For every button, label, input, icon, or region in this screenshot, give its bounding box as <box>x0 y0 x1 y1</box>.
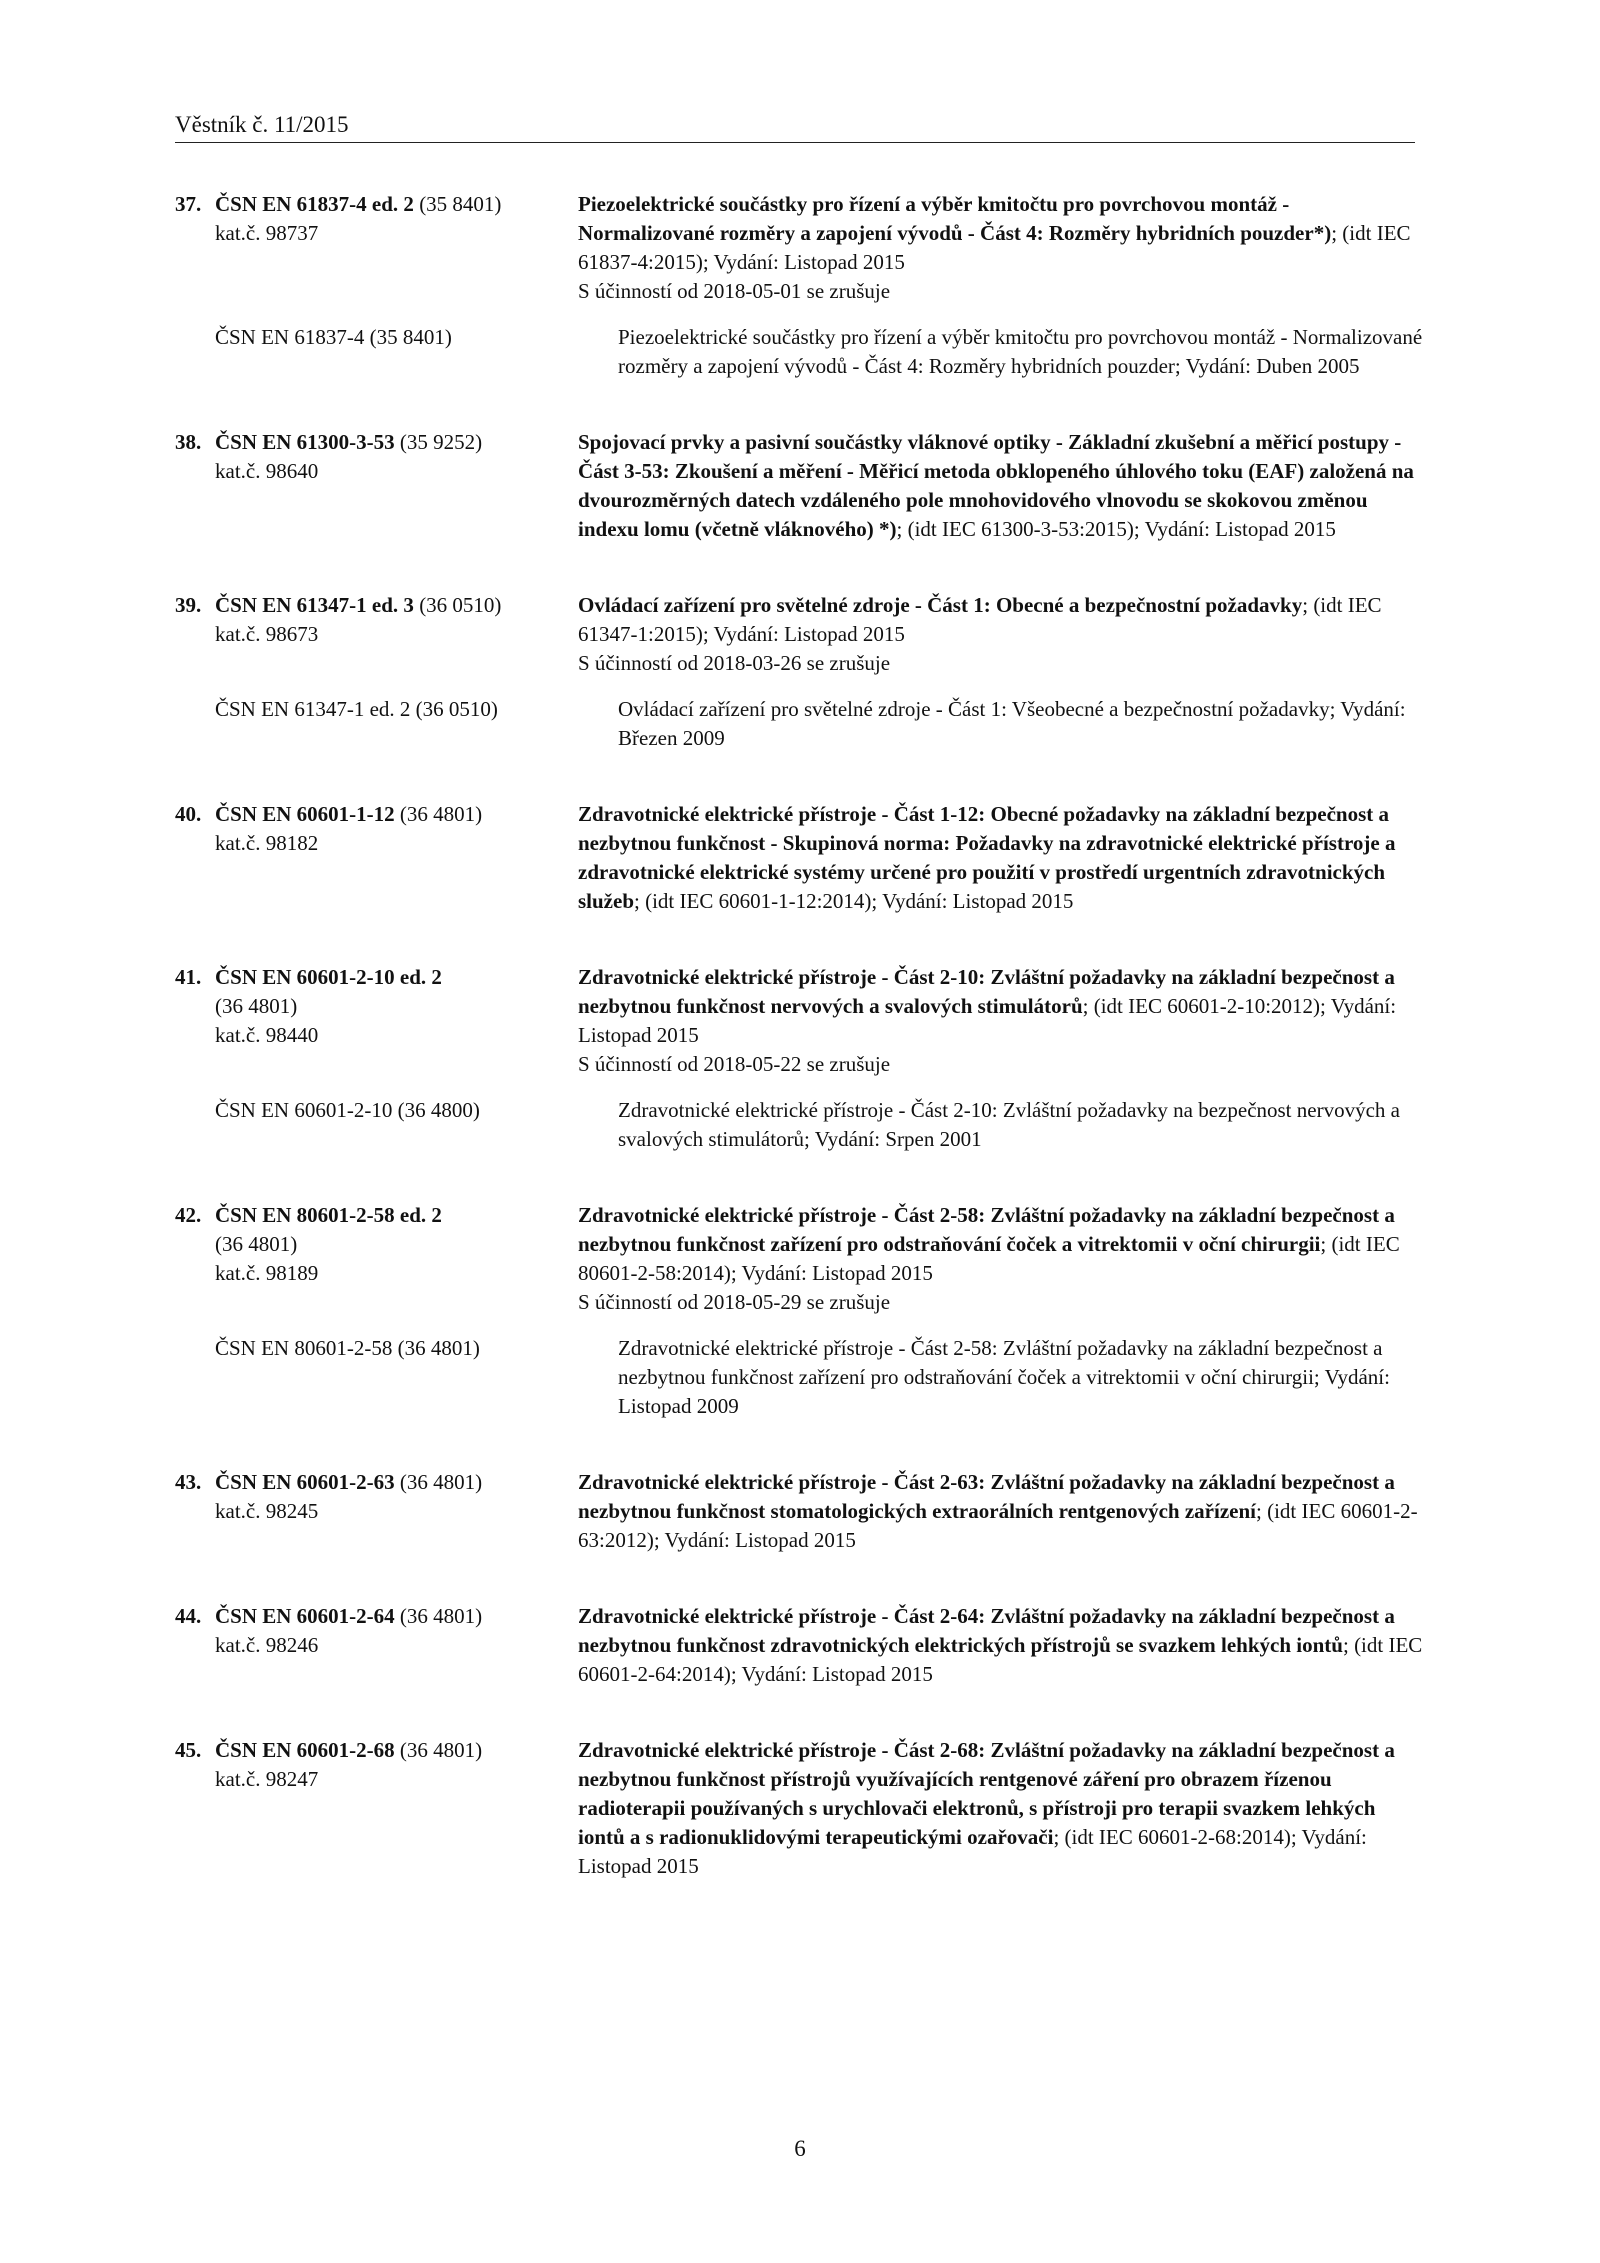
standard-title <box>578 190 1425 277</box>
catalog-number: kat.č. 98440 <box>215 1023 319 1047</box>
replaced-standard-code: ČSN EN 61347-1 ed. 2 (36 0510) <box>215 697 498 721</box>
standard-row <box>175 190 1425 306</box>
replaced-standard-row <box>175 1096 1425 1154</box>
standard-row <box>175 1201 1425 1317</box>
standard-entry <box>175 1201 1425 1421</box>
standard-code: ČSN EN 60601-2-63 <box>215 1470 395 1494</box>
standard-description <box>578 963 1425 1079</box>
title-bold: Piezoelektrické součástky pro řízení a výběr kmitočtu pro povrchovou montáž - Normalizované rozměry a zapojení vývodů - Část 4: Rozměry hybridních pouzder*) <box>578 192 1332 245</box>
entry-number: 42. <box>175 1203 202 1227</box>
title-bold: Zdravotnické elektrické přístroje - Část 2-58: Zvláštní požadavky na základní bezpečnost a nezbytnou funkčnost zařízení pro odstraňování čoček a vitrektomii v oční chirurgii <box>578 1203 1395 1256</box>
validity-note: S účinností od 2018-05-01 se zrušuje <box>578 279 891 303</box>
standard-code: ČSN EN 61837-4 ed. 2 <box>215 192 414 216</box>
validity-note: S účinností od 2018-03-26 se zrušuje <box>578 651 891 675</box>
standard-code-line <box>175 1602 578 1631</box>
replaced-standard-row <box>175 695 1425 753</box>
replaced-standard-title: Zdravotnické elektrické přístroje - Část 2-10: Zvláštní požadavky na bezpečnost nervových a svalových stimulátorů; Vydání: Srpen 2001 <box>618 1098 1400 1151</box>
standard-row <box>175 591 1425 678</box>
replaced-standard-row <box>175 1334 1425 1421</box>
title-details: ; (idt IEC 61837-4:2015); Vydání: Listopad 2015 <box>578 221 1411 274</box>
standard-entry <box>175 428 1425 544</box>
ics-code: (36 4801) <box>394 1470 483 1494</box>
standard-row <box>175 1468 1425 1555</box>
catalog-number: kat.č. 98247 <box>215 1767 319 1791</box>
standard-title <box>578 591 1425 649</box>
title-details: ; (idt IEC 60601-2-10:2012); Vydání: Listopad 2015 <box>578 994 1397 1047</box>
entry-number: 44. <box>175 1604 202 1628</box>
standard-title <box>578 1201 1425 1288</box>
standard-identifier <box>175 1602 578 1689</box>
replaced-standard-title: Piezoelektrické součástky pro řízení a výběr kmitočtu pro povrchovou montáž - Normalizované rozměry a zapojení vývodů - Část 4: Rozměry hybridních pouzder; Vydání: Duben 2005 <box>618 325 1423 378</box>
entry-number: 43. <box>175 1470 202 1494</box>
ics-code: (36 4801) <box>394 1604 483 1628</box>
standard-row <box>175 963 1425 1079</box>
standard-title <box>578 1602 1425 1689</box>
title-details: ; (idt IEC 80601-2-58:2014); Vydání: Listopad 2015 <box>578 1232 1400 1285</box>
ics-code: (36 4801) <box>215 1232 298 1256</box>
standard-code-line <box>175 1201 578 1230</box>
standard-code: ČSN EN 60601-1-12 <box>215 802 395 826</box>
title-details: ; (idt IEC 61347-1:2015); Vydání: Listopad 2015 <box>578 593 1382 646</box>
title-bold: Spojovací prvky a pasivní součástky vláknové optiky - Základní zkušební a měřicí postupy - Část 3-53: Zkoušení a měření - Měřicí metoda obklopeného úhlového toku (EAF) založená na dvourozměrných datech vzdáleného pole mnohovidového vlnovodu se skokovou změnou indexu lomu (včetně vláknového) *) <box>578 430 1414 541</box>
standard-title <box>578 1736 1425 1881</box>
title-details: ; (idt IEC 61300-3-53:2015); Vydání: Listopad 2015 <box>896 517 1336 541</box>
standard-title <box>578 800 1425 916</box>
standard-description <box>578 1201 1425 1317</box>
standard-description <box>578 428 1425 544</box>
title-bold: Zdravotnické elektrické přístroje - Část 2-68: Zvláštní požadavky na základní bezpečnost a nezbytnou funkčnost přístrojů využívajících rentgenové záření pro obrazem řízenou radioterapii používaných s urychlovači elektronů, s přístroji pro terapii svazkem lehkých iontů a s radionuklidovými terapeutickými ozařovači <box>578 1738 1395 1849</box>
entry-number: 37. <box>175 192 202 216</box>
replaced-standard-code: ČSN EN 61837-4 (35 8401) <box>215 325 452 349</box>
standard-code-line <box>175 1736 578 1765</box>
entry-number: 38. <box>175 430 202 454</box>
standard-entry <box>175 1736 1425 1881</box>
standard-identifier <box>175 1201 578 1317</box>
standard-code-line <box>175 1468 578 1497</box>
standard-identifier <box>175 1736 578 1881</box>
standard-code-line <box>175 190 578 219</box>
ics-code: (36 4801) <box>394 802 483 826</box>
title-details: ; (idt IEC 60601-2-68:2014); Vydání: Listopad 2015 <box>578 1825 1367 1878</box>
standard-description <box>578 1468 1425 1555</box>
title-details: ; (idt IEC 60601-2-63:2012); Vydání: Listopad 2015 <box>578 1499 1418 1552</box>
catalog-number: kat.č. 98246 <box>215 1633 319 1657</box>
standard-code-line <box>175 591 578 620</box>
standard-row <box>175 1602 1425 1689</box>
entry-number: 45. <box>175 1738 202 1762</box>
page-number: 6 <box>794 2136 806 2161</box>
standard-entry <box>175 591 1425 753</box>
standard-identifier <box>175 591 578 678</box>
standard-entry <box>175 1602 1425 1689</box>
catalog-number: kat.č. 98673 <box>215 622 319 646</box>
title-bold: Zdravotnické elektrické přístroje - Část 1-12: Obecné požadavky na základní bezpečnost a nezbytnou funkčnost - Skupinová norma: Požadavky na zdravotnické elektrické přístroje a zdravotnické elektrické systémy určené pro použití v prostředí urgentních zdravotnických služeb <box>578 802 1396 913</box>
standard-description <box>578 190 1425 306</box>
standard-code-line <box>175 428 578 457</box>
standard-description <box>578 1602 1425 1689</box>
catalog-number: kat.č. 98182 <box>215 831 319 855</box>
title-bold: Zdravotnické elektrické přístroje - Část 2-63: Zvláštní požadavky na základní bezpečnost a nezbytnou funkčnost stomatologických extraorálních rentgenových zařízení <box>578 1470 1395 1523</box>
standard-description <box>578 800 1425 916</box>
standard-identifier <box>175 428 578 544</box>
standard-title <box>578 963 1425 1050</box>
replaced-standard-title: Zdravotnické elektrické přístroje - Část 2-58: Zvláštní požadavky na základní bezpečnost a nezbytnou funkčnost zařízení pro odstraňování čoček a vitrektomii v oční chirurgii; Vydání: Listopad 2009 <box>618 1336 1390 1418</box>
ics-code: (36 0510) <box>413 593 502 617</box>
standard-identifier <box>175 963 578 1079</box>
standards-list <box>175 190 1425 1928</box>
standard-code-line <box>175 963 578 992</box>
standard-title <box>578 428 1425 544</box>
standard-title <box>578 1468 1425 1555</box>
validity-note: S účinností od 2018-05-22 se zrušuje <box>578 1052 891 1076</box>
validity-note: S účinností od 2018-05-29 se zrušuje <box>578 1290 891 1314</box>
standard-code-line <box>175 800 578 829</box>
replaced-standard-row <box>175 323 1425 381</box>
standard-description <box>578 591 1425 678</box>
title-bold: Zdravotnické elektrické přístroje - Část 2-10: Zvláštní požadavky na základní bezpečnost a nezbytnou funkčnost nervových a svalových stimulátorů <box>578 965 1395 1018</box>
entry-number: 40. <box>175 802 202 826</box>
standard-identifier <box>175 1468 578 1555</box>
standard-entry <box>175 800 1425 916</box>
catalog-number: kat.č. 98189 <box>215 1261 319 1285</box>
standard-row <box>175 800 1425 916</box>
ics-code: (36 4801) <box>215 994 298 1018</box>
standard-code: ČSN EN 61300-3-53 <box>215 430 395 454</box>
catalog-number: kat.č. 98640 <box>215 459 319 483</box>
standard-entry <box>175 963 1425 1154</box>
entry-number: 39. <box>175 593 202 617</box>
catalog-number: kat.č. 98245 <box>215 1499 319 1523</box>
page-header <box>175 110 1415 143</box>
entry-number: 41. <box>175 965 202 989</box>
standard-identifier <box>175 190 578 306</box>
bulletin-title: Věstník č. 11/2015 <box>175 112 349 137</box>
replaced-standard-code: ČSN EN 80601-2-58 (36 4801) <box>215 1336 480 1360</box>
ics-code: (36 4801) <box>394 1738 483 1762</box>
standard-identifier <box>175 800 578 916</box>
ics-code: (35 8401) <box>413 192 502 216</box>
standard-code: ČSN EN 60601-2-68 <box>215 1738 395 1762</box>
ics-code: (35 9252) <box>394 430 483 454</box>
replaced-standard-title: Ovládací zařízení pro světelné zdroje - Část 1: Všeobecné a bezpečnostní požadavky; Vydání: Březen 2009 <box>618 697 1406 750</box>
title-details: ; (idt IEC 60601-1-12:2014); Vydání: Listopad 2015 <box>634 889 1074 913</box>
title-bold: Zdravotnické elektrické přístroje - Část 2-64: Zvláštní požadavky na základní bezpečnost a nezbytnou funkčnost zdravotnických elektrických přístrojů se svazkem lehkých iontů <box>578 1604 1395 1657</box>
standard-entry <box>175 190 1425 381</box>
standard-entry <box>175 1468 1425 1555</box>
standard-code: ČSN EN 60601-2-64 <box>215 1604 395 1628</box>
standard-code: ČSN EN 80601-2-58 ed. 2 <box>215 1203 442 1227</box>
replaced-standard-code: ČSN EN 60601-2-10 (36 4800) <box>215 1098 480 1122</box>
standard-row <box>175 428 1425 544</box>
standard-row <box>175 1736 1425 1881</box>
catalog-number: kat.č. 98737 <box>215 221 319 245</box>
standard-description <box>578 1736 1425 1881</box>
standard-code: ČSN EN 61347-1 ed. 3 <box>215 593 414 617</box>
title-details: ; (idt IEC 60601-2-64:2014); Vydání: Listopad 2015 <box>578 1633 1423 1686</box>
standard-code: ČSN EN 60601-2-10 ed. 2 <box>215 965 442 989</box>
title-bold: Ovládací zařízení pro světelné zdroje - Část 1: Obecné a bezpečnostní požadavky <box>578 593 1303 617</box>
